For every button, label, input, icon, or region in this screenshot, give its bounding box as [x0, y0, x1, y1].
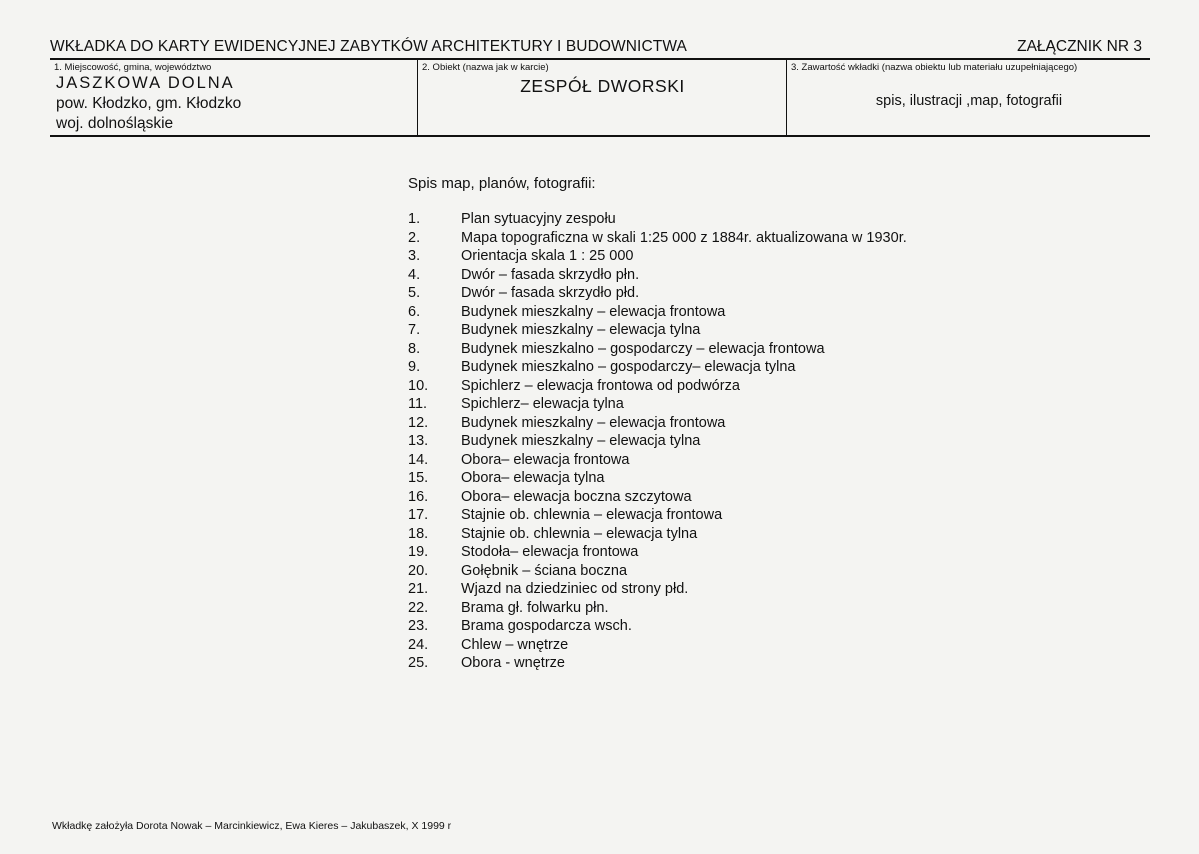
item-text: Budynek mieszkalny – elewacja tylna [461, 433, 701, 449]
item-number: 20. [408, 562, 429, 579]
item-text: Stajnie ob. chlewnia – elewacja tylna [461, 525, 698, 542]
contents-cell [786, 60, 1151, 135]
item-text: Obora - wnętrze [461, 655, 565, 671]
item-text: Gołębnik – ściana boczna [461, 562, 628, 579]
item-number: 21. [408, 581, 429, 597]
item-number: 2. [408, 229, 421, 246]
item-number: 22. [408, 599, 429, 616]
item-number: 3. [408, 248, 421, 264]
item-text: Stajnie ob. chlewnia – elewacja frontowa [461, 507, 723, 523]
document-title: WKŁADKA DO KARTY EWIDENCYJNEJ ZABYTKÓW ARCHITEKTURY I BUDOWNICTWA [50, 38, 687, 55]
item-number: 15. [408, 470, 429, 486]
contents-value: spis, ilustracji ,map, fotografii [875, 93, 1063, 109]
item-number: 19. [408, 544, 429, 560]
header-row [50, 38, 1150, 58]
list-heading: Spis map, planów, fotografii: [408, 175, 596, 192]
item-text: Budynek mieszkalny – elewacja tylna [461, 322, 701, 338]
item-text: Plan sytuacyjny zespołu [461, 211, 616, 227]
item-number: 6. [408, 303, 421, 320]
item-number: 5. [408, 285, 421, 301]
item-text: Spichlerz – elewacja frontowa od podwórza [461, 377, 740, 394]
item-number: 17. [408, 507, 429, 523]
item-number: 23. [408, 618, 429, 634]
county-line: pow. Kłodzko, gm. Kłodzko [56, 95, 242, 112]
item-text: Brama gł. folwarku płn. [461, 599, 609, 616]
item-number: 13. [408, 433, 429, 449]
item-number: 25. [408, 655, 429, 671]
item-number: 11. [408, 396, 428, 412]
location-caption: 1. Miejscowość, gmina, województwo [54, 62, 212, 73]
item-text: Spichlerz– elewacja tylna [461, 396, 624, 412]
item-text: Stodoła– elewacja frontowa [461, 544, 639, 560]
item-text: Dwór – fasada skrzydło płn. [461, 266, 640, 283]
object-cell [417, 60, 787, 135]
item-number: 14. [408, 451, 429, 468]
item-text: Budynek mieszkalny – elewacja frontowa [461, 414, 726, 431]
item-number: 12. [408, 414, 429, 431]
locality-name: JASZKOWA DOLNA [56, 74, 235, 92]
item-text: Chlew – wnętrze [461, 636, 569, 653]
item-number: 16. [408, 488, 429, 505]
object-caption: 2. Obiekt (nazwa jak w karcie) [422, 62, 549, 73]
item-text: Mapa topograficzna w skali 1:25 000 z 1884r. aktualizowana w 1930r. [461, 229, 907, 246]
item-text: Budynek mieszkalno – gospodarczy– elewacja tylna [461, 359, 796, 375]
header-table [50, 58, 1150, 137]
item-number: 24. [408, 636, 429, 653]
contents-caption: 3. Zawartość wkładki (nazwa obiektu lub materiału uzupełniającego) [791, 62, 1078, 73]
item-number: 7. [408, 322, 421, 338]
location-cell [50, 60, 417, 135]
object-name: ZESPÓŁ DWORSKI [520, 76, 685, 96]
item-text: Orientacja skala 1 : 25 000 [461, 248, 634, 264]
author-footer: Wkładkę założyła Dorota Nowak – Marcinkiewicz, Ewa Kieres – Jakubaszek, X 1999 r [52, 820, 452, 832]
item-text: Brama gospodarcza wsch. [461, 618, 632, 634]
item-text: Wjazd na dziedziniec od strony płd. [461, 581, 689, 597]
item-number: 9. [408, 359, 421, 375]
item-number: 1. [408, 211, 421, 227]
item-number: 18. [408, 525, 429, 542]
item-text: Budynek mieszkalny – elewacja frontowa [461, 303, 726, 320]
item-number: 10. [408, 377, 429, 394]
item-number: 8. [408, 340, 421, 357]
item-text: Obora– elewacja frontowa [461, 451, 630, 468]
province-line: woj. dolnośląskie [56, 115, 174, 132]
annex-label: ZAŁĄCZNIK NR 3 [1017, 38, 1142, 55]
item-number: 4. [408, 266, 421, 283]
item-text: Budynek mieszkalno – gospodarczy – elewacja frontowa [461, 340, 825, 357]
item-text: Obora– elewacja boczna szczytowa [461, 488, 692, 505]
item-text: Obora– elewacja tylna [461, 470, 605, 486]
item-text: Dwór – fasada skrzydło płd. [461, 285, 640, 301]
